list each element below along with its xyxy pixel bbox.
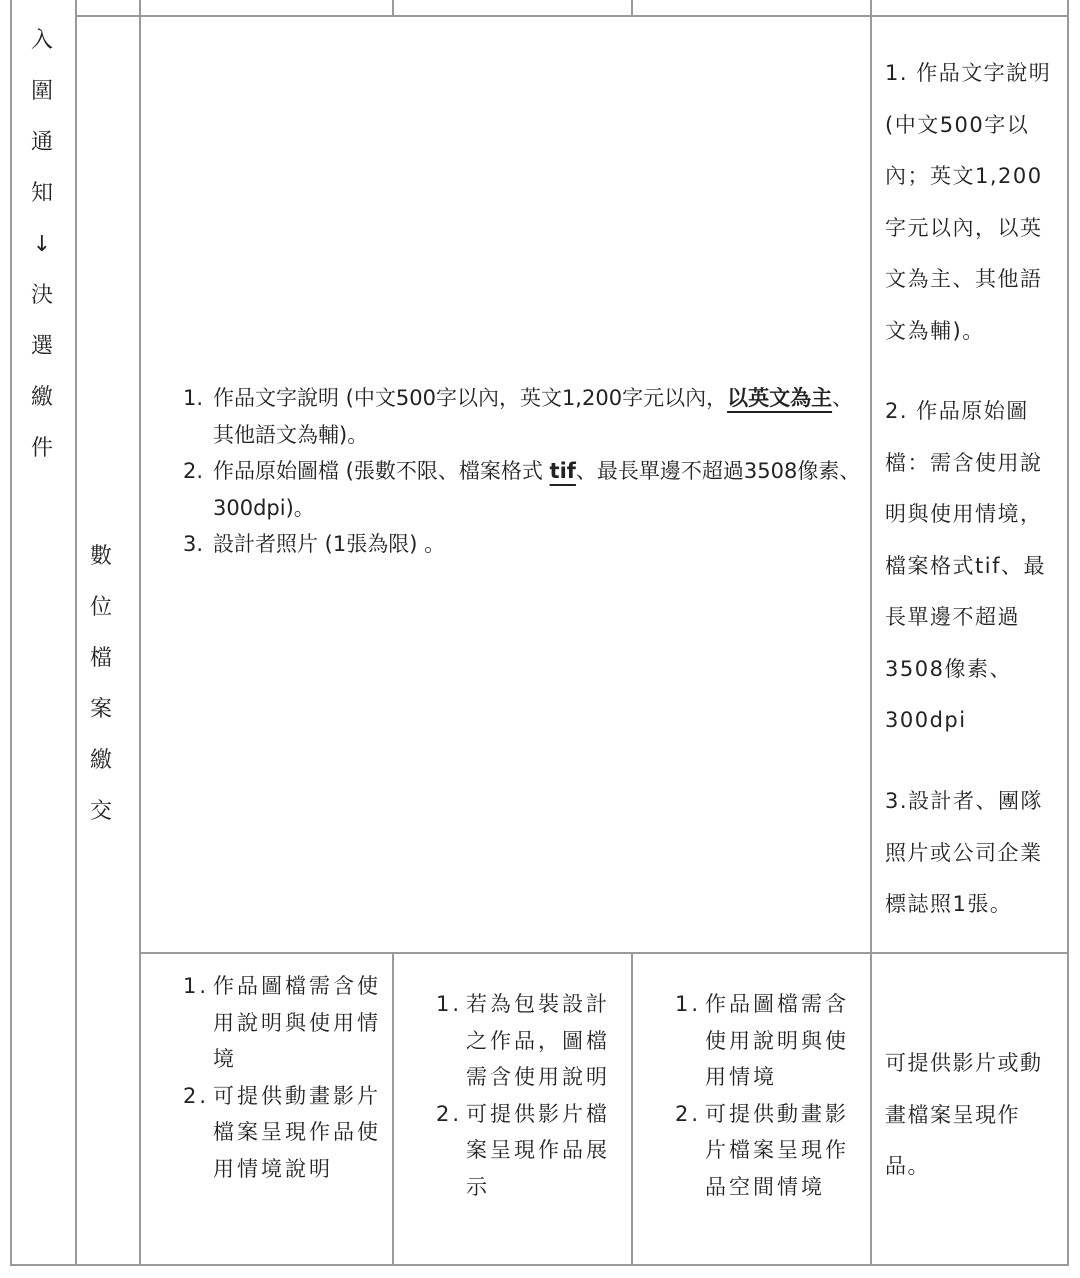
list-number: 2. [183, 1083, 210, 1108]
list-item [183, 968, 383, 1078]
column-divider [392, 0, 394, 16]
stage-char: 知 [30, 181, 53, 206]
stage-char: 決 [30, 283, 53, 308]
list-number: 2. [675, 1101, 702, 1126]
list-item [183, 453, 863, 526]
emphasis-text: tif [549, 459, 576, 483]
stage-char: ↓ [32, 232, 52, 257]
list-text: 、其他語文為輔)。 [213, 386, 854, 447]
stage-label [10, 15, 74, 474]
category-char: 位 [89, 595, 112, 620]
list-number: 1. [183, 386, 204, 410]
right-cell-p3: 3.設計者、團隊照片或公司企業標誌照1張。 [885, 789, 1044, 916]
emphasis-text: 以英文為主 [727, 386, 833, 410]
category-char: 交 [89, 799, 112, 824]
row-divider [75, 15, 1069, 17]
list-text: 作品文字說明 (中文500字以內，英文1,200字元以內， [213, 386, 728, 410]
list-text: 作品原始圖檔 (張數不限、檔案格式 [213, 459, 550, 483]
column-divider [870, 0, 872, 1266]
stage-char: 件 [30, 436, 53, 461]
list-item [436, 986, 626, 1096]
list-item [183, 380, 863, 453]
stage-char: 選 [30, 334, 53, 359]
bottom-cell-2 [436, 986, 626, 1205]
list-text: 、最長單邊不超過3508像素、300dpi)。 [213, 459, 861, 520]
row-divider [139, 952, 1069, 954]
column-divider [392, 953, 394, 1266]
list-number: 1. [183, 974, 210, 998]
list-item [675, 986, 865, 1096]
stage-char: 繳 [30, 385, 53, 410]
list-text: 可提供動畫影片檔案呈現作品使用情境說明 [213, 1083, 381, 1181]
list-item [436, 1096, 626, 1206]
column-divider [631, 953, 633, 1266]
list-number: 1. [436, 992, 463, 1016]
right-cell-p2: 2. 作品原始圖檔：需含使用說明與使用情境，檔案格式tif、最長單邊不超過3508像素、300dpi [885, 399, 1046, 732]
list-text: 可提供動畫影片檔案呈現作品空間情境 [705, 1101, 849, 1199]
list-item [183, 1078, 383, 1188]
list-item [183, 526, 863, 563]
bottom-cell-4: 可提供影片或動畫檔案呈現作品。 [885, 1051, 1043, 1178]
category-char: 案 [89, 697, 112, 722]
list-number: 2. [436, 1101, 463, 1126]
list-item [675, 1096, 865, 1206]
stage-char: 通 [30, 130, 53, 155]
category-label [69, 531, 133, 837]
list-text: 若為包裝設計之作品，圖檔需含使用說明 [466, 992, 610, 1089]
column-divider [631, 0, 633, 16]
list-number: 1. [675, 992, 702, 1016]
list-text: 可提供影片檔案呈現作品展示 [466, 1101, 610, 1199]
list-text: 設計者照片 (1張為限) 。 [213, 532, 446, 556]
list-text: 作品圖檔需含使用說明與使用情境 [213, 974, 381, 1071]
column-divider [139, 0, 141, 1266]
bottom-cell-3 [675, 986, 865, 1205]
list-number: 2. [183, 459, 204, 483]
stage-char: 入 [30, 28, 53, 53]
right-cell-p1: 1. 作品文字說明 (中文500字以內；英文1,200字元以內，以英文為主、其他語文為輔)。 [885, 61, 1052, 343]
list-text: 作品圖檔需含使用說明與使用情境 [705, 992, 849, 1089]
bottom-cell-1 [183, 968, 383, 1187]
list-number: 3. [183, 532, 204, 556]
category-char: 數 [89, 544, 112, 569]
category-char: 繳 [89, 748, 112, 773]
main-requirements-list [183, 380, 863, 563]
category-char: 檔 [89, 646, 112, 671]
stage-char: 圍 [30, 79, 53, 104]
